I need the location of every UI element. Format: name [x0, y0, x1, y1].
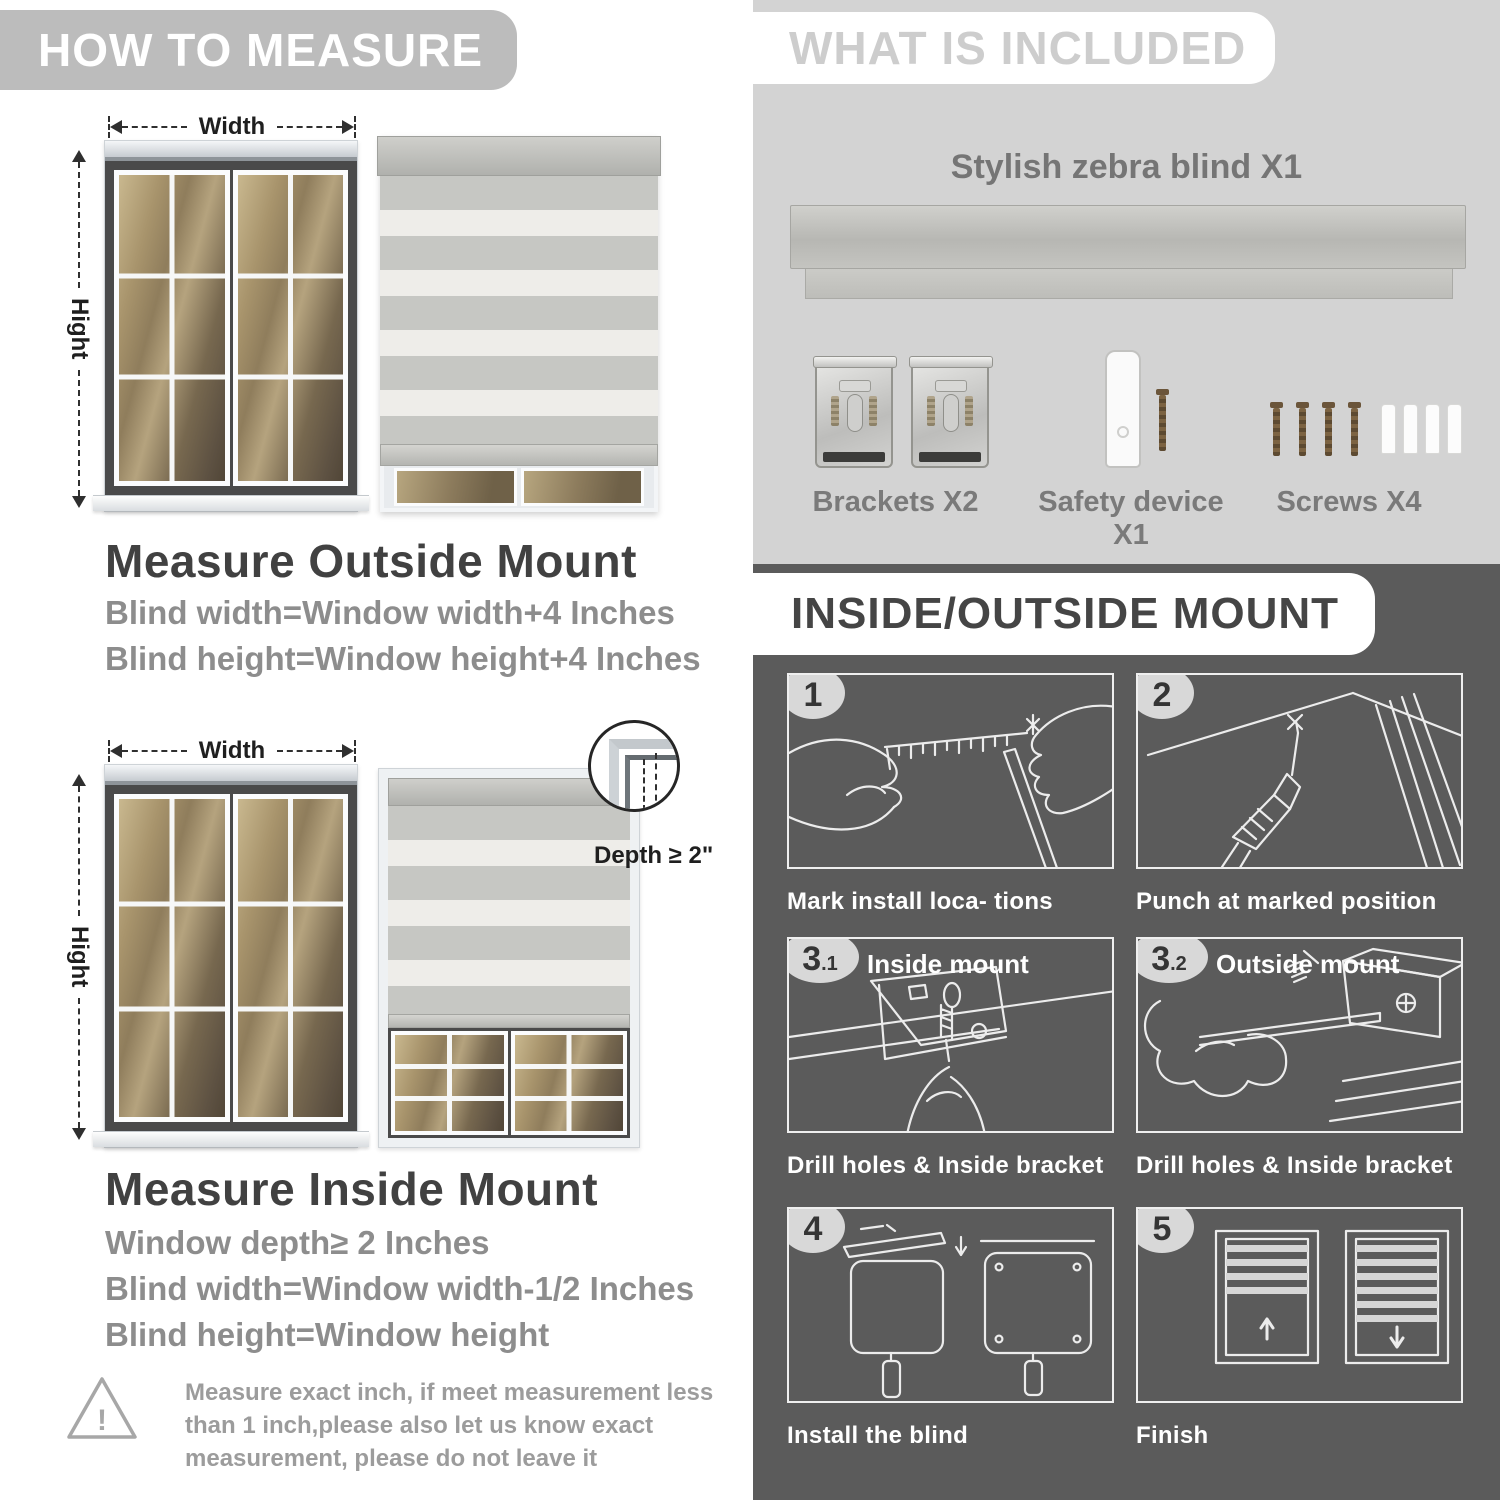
screw-head: [1296, 402, 1309, 408]
outside-formula-2: Blind height=Window height+4 Inches: [105, 640, 701, 677]
brackets-label: Brackets X2: [812, 486, 979, 518]
blind-stripes: [380, 176, 658, 444]
step-caption-2: Punch at marked position: [1136, 888, 1437, 915]
bracket-slot: [847, 394, 863, 432]
step-box-5: [1136, 1207, 1463, 1403]
safety-device-product: [1105, 350, 1141, 468]
arrowhead-down-icon: [72, 1128, 86, 1140]
arrowhead-left-icon: [110, 744, 122, 758]
window-sash-right: [233, 170, 349, 486]
window-sash-left: [114, 794, 230, 1122]
what-is-included-panel: [753, 0, 1500, 564]
wall-anchor-product: [1403, 404, 1418, 454]
screw-head: [1322, 402, 1335, 408]
window-sill: [93, 1131, 369, 1147]
arrowhead-up-icon: [72, 774, 86, 786]
inside-mount-title: Measure Inside Mount: [105, 1163, 599, 1215]
step-caption-5: Finish: [1136, 1422, 1209, 1449]
blind-stripes: [388, 806, 630, 1014]
bracket-screw: [869, 396, 877, 426]
height-arrow-outside: [66, 150, 92, 508]
step-number-badge: 1: [787, 673, 845, 719]
window-below-blind: [388, 1028, 630, 1138]
screw-product: [1325, 408, 1332, 456]
step-number-badge: 4: [787, 1207, 845, 1253]
what-is-included-header: WHAT IS INCLUDED: [753, 12, 1275, 84]
bracket-screw: [831, 396, 839, 426]
warning-exclamation: !: [97, 1404, 107, 1437]
step-number-badge: 3.1: [787, 937, 859, 983]
screw-product: [1351, 408, 1358, 456]
screws-label: Screws X4: [1276, 486, 1422, 518]
bracket-hook: [813, 356, 897, 368]
outside-formula-1: Blind width=Window width+4 Inches: [105, 594, 675, 631]
width-arrow-inside: [108, 738, 356, 764]
window-glass: [105, 785, 357, 1131]
screw-head: [1348, 402, 1361, 408]
window-illustration-inside: [104, 764, 358, 1148]
bracket-tab: [839, 380, 871, 392]
wall-anchor-product: [1425, 404, 1440, 454]
bracket-hook: [909, 356, 993, 368]
how-to-measure-header: HOW TO MEASURE: [0, 10, 517, 90]
bracket-foot: [919, 452, 981, 462]
step-box-3-2: [1136, 937, 1463, 1133]
window-pane: [394, 468, 517, 506]
arrowhead-right-icon: [342, 744, 354, 758]
depth-dash-line: [655, 753, 657, 811]
wall-anchor-product: [1381, 404, 1396, 454]
frame-corner-inner: [625, 755, 680, 811]
bracket-screw: [927, 396, 935, 426]
zebra-blind-outside-illustration: [380, 136, 658, 512]
step-title-outside-mount: Outside mount: [1216, 949, 1400, 979]
depth-magnifier-icon: [588, 720, 680, 812]
screw-product: [1273, 408, 1280, 456]
window-below-blind: [380, 466, 658, 512]
height-arrow-inside: [66, 774, 92, 1140]
inside-outside-mount-header: INSIDE/OUTSIDE MOUNT: [753, 573, 1375, 655]
screw-head: [1156, 389, 1169, 395]
step-caption-3-1: Drill holes & Inside bracket: [787, 1152, 1104, 1179]
window-sash-right: [233, 794, 349, 1122]
zebra-blind-product-title: Stylish zebra blind X1: [950, 148, 1303, 186]
dashed-line: [78, 786, 80, 916]
blind-headrail-product: [790, 205, 1466, 269]
dashed-line: [277, 126, 342, 128]
window-glass: [105, 161, 357, 495]
step-number-badge: 3.2: [1136, 937, 1208, 983]
step-title-inside-mount: Inside mount: [867, 949, 1029, 979]
measure-note-line-2: than 1 inch,please also let us know exact: [185, 1412, 654, 1439]
step-number-badge: 2: [1136, 673, 1194, 719]
bracket-foot: [823, 452, 885, 462]
step-box-4: [787, 1207, 1114, 1403]
screw-product: [1299, 408, 1306, 456]
dashed-line: [78, 162, 80, 288]
arrow-endtick-icon: [354, 116, 356, 138]
inside-formula-2: Blind width=Window width-1/2 Inches: [105, 1270, 695, 1307]
window-illustration-outside: [104, 140, 358, 512]
step-box-3-1: [787, 937, 1114, 1133]
dashed-line: [122, 126, 187, 128]
width-label: Width: [198, 113, 266, 140]
width-label: Width: [198, 737, 266, 764]
window-pane: [511, 1031, 628, 1135]
safety-device-screw: [1159, 395, 1166, 451]
width-arrow-outside: [108, 114, 356, 140]
inside-formula-1: Window depth≥ 2 Inches: [105, 1224, 490, 1261]
blind-headrail: [377, 136, 661, 176]
window-pane: [391, 1031, 508, 1135]
safety-device-hole: [1117, 426, 1129, 438]
arrowhead-left-icon: [110, 120, 122, 134]
blind-bottom-rail: [388, 1014, 630, 1028]
blind-bottom-rail: [380, 444, 658, 466]
depth-callout-label: Depth ≥ 2": [594, 842, 714, 869]
arrowhead-right-icon: [342, 120, 354, 134]
outside-mount-title: Measure Outside Mount: [105, 535, 637, 587]
arrowhead-down-icon: [72, 496, 86, 508]
window-top-casing: [105, 765, 357, 785]
screw-head: [1270, 402, 1283, 408]
arrowhead-up-icon: [72, 150, 86, 162]
measure-note-line-1: Measure exact inch, if meet measurement less: [185, 1379, 714, 1406]
blind-headrail-lip: [805, 269, 1453, 299]
dashed-line: [78, 998, 80, 1128]
window-sash-left: [114, 170, 230, 486]
bracket-tab: [935, 380, 967, 392]
zebra-blind-inside-illustration: [378, 768, 640, 1148]
depth-dash-line: [643, 759, 645, 811]
step-caption-3-2: Drill holes & Inside bracket: [1136, 1152, 1453, 1179]
dashed-line: [78, 370, 80, 496]
window-pane: [521, 468, 644, 506]
step-box-2: [1136, 673, 1463, 869]
window-top-casing: [105, 141, 357, 161]
step-caption-1: Mark install loca- tions: [787, 888, 1053, 915]
dashed-line: [122, 750, 187, 752]
bracket-product: [815, 360, 893, 468]
height-label: Hight: [66, 926, 93, 988]
bracket-product: [911, 360, 989, 468]
arrow-endtick-icon: [354, 740, 356, 762]
step-box-1: [787, 673, 1114, 869]
bracket-slot: [943, 394, 959, 432]
window-sill: [93, 495, 369, 511]
step-caption-4: Install the blind: [787, 1422, 969, 1449]
wall-anchor-product: [1447, 404, 1462, 454]
height-label: Hight: [66, 298, 93, 360]
inside-formula-3: Blind height=Window height: [105, 1316, 550, 1353]
warning-triangle-icon: [64, 1374, 140, 1444]
mount-instructions-panel: [753, 564, 1500, 1500]
step-number-badge: 5: [1136, 1207, 1194, 1253]
dashed-line: [277, 750, 342, 752]
safety-device-label: Safety device X1: [1038, 486, 1224, 551]
bracket-screw: [965, 396, 973, 426]
measure-note-line-3: measurement, please do not leave it: [185, 1445, 598, 1472]
